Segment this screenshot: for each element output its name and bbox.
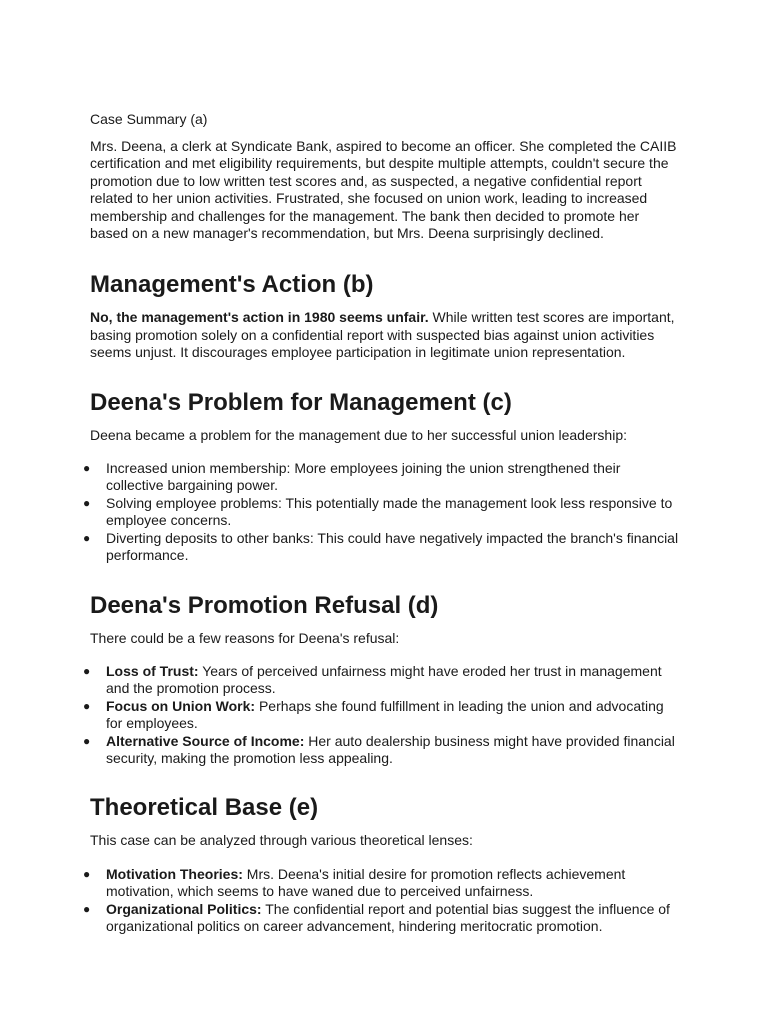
- section-c-heading: Deena's Problem for Management (c): [90, 388, 512, 416]
- list-item: [83, 732, 680, 768]
- bullet-icon: ●: [83, 901, 91, 916]
- bullet-icon: ●: [83, 733, 91, 748]
- list-item-bold: Motivation Theories:: [106, 865, 243, 882]
- section-d-heading: Deena's Promotion Refusal (d): [90, 591, 439, 619]
- section-b-text: While written test scores are important, basing promotion solely on a confidential report with suspected bias against union activities seems unjust. It discourages employee participation in legitimate union representation.: [90, 309, 675, 361]
- summary-paragraph: Mrs. Deena, a clerk at Syndicate Bank, aspired to become an officer. She completed the CAIIB certification and met eligibility requirements, but despite multiple attempts, couldn't secure the promotion due to low written test scores and, as suspected, a negative confidential report related to her union activities. Frustrated, she focused on union work, leading to increased membership and challenges for the management. The bank then decided to promote her based on a new manager's recommendation, but Mrs. Deena surprisingly declined.: [90, 138, 677, 242]
- bullet-icon: ●: [83, 698, 91, 713]
- bullet-icon: ●: [83, 530, 91, 545]
- list-item-bold: Organizational Politics:: [106, 900, 262, 917]
- list-item-text: Perhaps she found fulfillment in leading the union and advocating for employees.: [106, 697, 664, 732]
- section-e-list: [83, 865, 680, 936]
- section-d-list: [83, 662, 680, 767]
- list-item-text: Mrs. Deena's initial desire for promotion reflects achievement motivation, which seems to have waned due to perceived unfairness.: [106, 865, 626, 900]
- list-item-text: The confidential report and potential bias suggest the influence of organizational politics on career advancement, hindering meritocratic promotion.: [106, 900, 670, 934]
- section-c-list: [83, 460, 680, 564]
- list-item: [83, 494, 680, 530]
- list-item: [83, 529, 680, 565]
- bullet-icon: ●: [83, 866, 91, 881]
- section-e-heading: Theoretical Base (e): [90, 794, 319, 822]
- list-item-bold: Alternative Source of Income:: [106, 732, 305, 749]
- section-b-bold-lead: No, the management's action in 1980 seems unfair.: [90, 309, 429, 326]
- list-item-bold: Loss of Trust:: [106, 662, 199, 679]
- bullet-icon: ●: [83, 495, 91, 510]
- list-item-bold: Focus on Union Work:: [106, 697, 256, 714]
- summary-title: Case Summary (a): [90, 111, 208, 127]
- document-content: [83, 111, 680, 935]
- bullet-icon: ●: [83, 663, 91, 678]
- list-item-text: Increased union membership: More employees joining the union strengthened their collective bargaining power.: [106, 460, 621, 494]
- list-item: [83, 460, 680, 495]
- section-e-intro: This case can be analyzed through various theoretical lenses:: [90, 832, 473, 849]
- section-b-heading: Management's Action (b): [90, 271, 374, 299]
- list-item: [83, 865, 680, 901]
- list-item-text: Her auto dealership business might have provided financial security, making the promotion less appealing.: [106, 732, 675, 766]
- list-item: [83, 900, 680, 936]
- list-item-text: Diverting deposits to other banks: This could have negatively impacted the branch's financial performance.: [106, 529, 679, 564]
- list-item-text: Years of perceived unfairness might have eroded her trust in management and the promotion process.: [106, 662, 662, 697]
- list-item: [83, 697, 680, 733]
- section-b-paragraph: [90, 309, 680, 361]
- list-item: [83, 662, 680, 698]
- section-c-intro: Deena became a problem for the management due to her successful union leadership:: [90, 426, 627, 443]
- bullet-icon: ●: [83, 461, 91, 476]
- section-d-intro: There could be a few reasons for Deena's refusal:: [90, 629, 400, 646]
- list-item-text: Solving employee problems: This potentially made the management look less responsive to employee concerns.: [106, 494, 673, 529]
